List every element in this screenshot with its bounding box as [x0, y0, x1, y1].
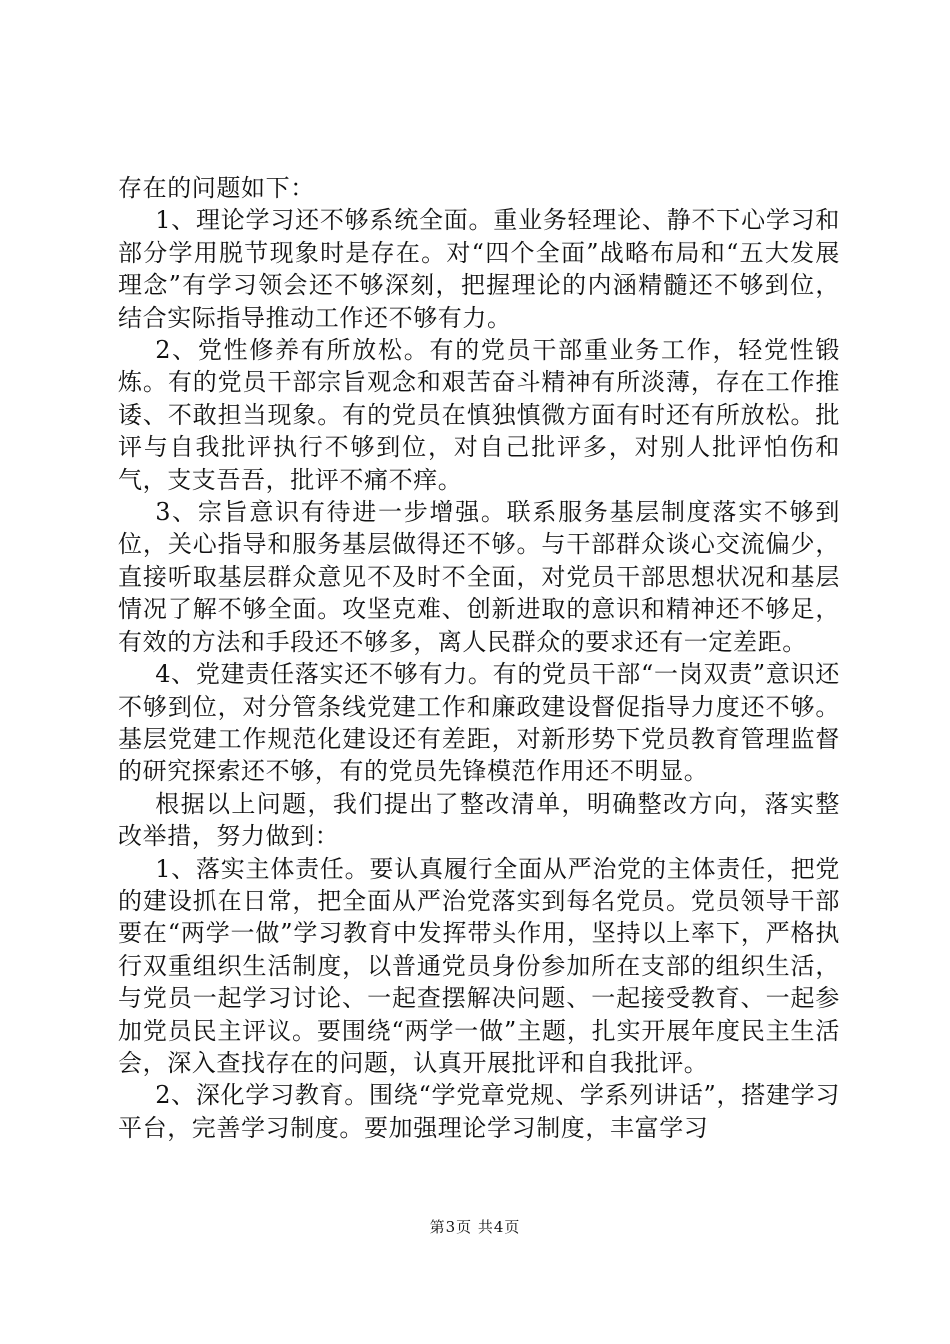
- paragraph-measure-2: 2、深化学习教育。围绕“学党章党规、学系列讲话”，搭建学习平台，完善学习制度。要加强理论学习制度，丰富学习: [118, 1081, 840, 1142]
- page-footer: 第3页 共4页: [429, 1218, 521, 1236]
- paragraph-problem-4: 4、党建责任落实还不够有力。有的党员干部“一岗双责”意识还不够到位，对分管条线党建工作和廉政建设督促指导力度还不够。基层党建工作规范化建设还有差距，对新形势下党员教育管理监督的研究探索还不够，有的党员先锋模范作用还不明显。: [118, 660, 840, 786]
- paragraph-rectification-intro: 根据以上问题，我们提出了整改清单，明确整改方向，落实整改举措，努力做到：: [118, 789, 840, 851]
- paragraph-problem-2: 2、党性修养有所放松。有的党员干部重业务工作，轻党性锻炼。有的党员干部宗旨观念和艰苦奋斗精神有所淡薄，存在工作推诿、不敢担当现象。有的党员在慎独慎微方面有时还有所放松。批评与自我批评执行不够到位，对自己批评多，对别人批评怕伤和气，支支吾吾，批评不痛不痒。: [118, 336, 840, 494]
- document-body: [118, 172, 840, 1144]
- paragraph-measure-1: 1、落实主体责任。要认真履行全面从严治党的主体责任，把党的建设抓在日常，把全面从严治党落实到每名党员。党员领导干部要在“两学一做”学习教育中发挥带头作用，坚持以上率下，严格执行双重组织生活制度，以普通党员身份参加所在支部的组织生活，与党员一起学习讨论、一起查摆解决问题、一起接受教育、一起参加党员民主评议。要围绕“两学一做”主题，扎实开展年度民主生活会，深入查找存在的问题，认真开展批评和自我批评。: [118, 854, 840, 1077]
- paragraph-intro: 存在的问题如下：: [118, 174, 315, 202]
- paragraph-problem-1: 1、理论学习还不够系统全面。重业务轻理论、静不下心学习和部分学用脱节现象时是存在。对“四个全面”战略布局和“五大发展理念”有学习领会还不够深刻，把握理论的内涵精髓还不够到位，结合实际指导推动工作还不够有力。: [118, 206, 840, 332]
- paragraph-problem-3: 3、宗旨意识有待进一步增强。联系服务基层制度落实不够到位，关心指导和服务基层做得还不够。与干部群众谈心交流偏少，直接听取基层群众意见不及时不全面，对党员干部思想状况和基层情况了解不够全面。攻坚克难、创新进取的意识和精神还不够足，有效的方法和手段还不够多，离人民群众的要求还有一定差距。: [118, 498, 840, 656]
